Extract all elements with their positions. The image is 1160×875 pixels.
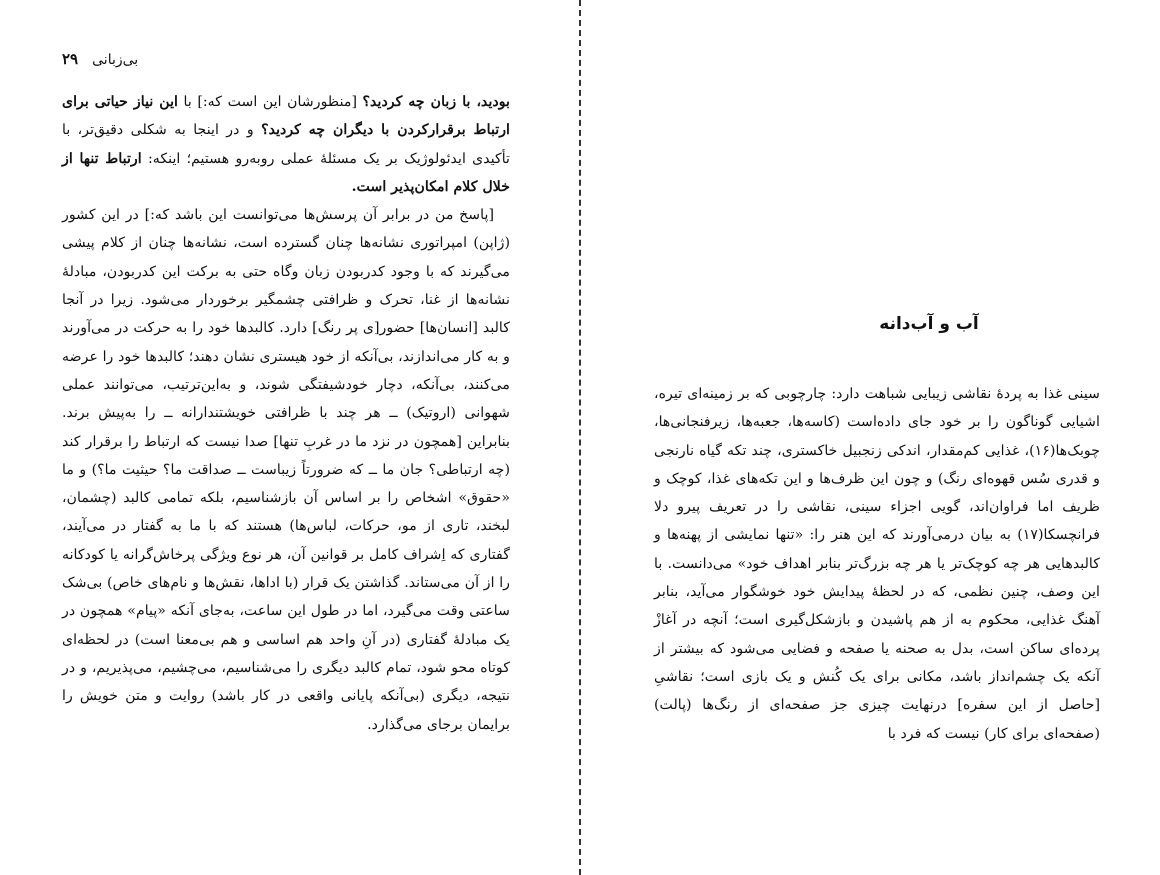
left-page-body xyxy=(62,88,510,739)
bold-phrase: این نیاز حیاتی برای ارتباط برقرارکردن با دیگران چه کردید؟ xyxy=(62,94,510,139)
paragraph-2: [پاسخ من در برابر آن پرسش‌ها می‌توانست این باشد که:] در این کشور (ژاپن) امپراتوری نشانه‌ها چنان گسترده است، نشانه‌ها چنان از کلام پیشی می‌گیرند که با وجود کدربودن زبان وگاه حتی به برکت این کدربودن، مبادلهٔ نشانه‌ها از غنا، تحرک و ظرافتی چشمگیر برخوردار می‌شود. زیرا در آنجا کالبد [انسان‌ها] حضور[ی پر رنگ] دارد. کالبدها خود را به حرکت در می‌آورند و به کار می‌اندازند، بی‌آنکه از خود هیستری نشان دهند؛ کالبدها خود را عرضه می‌کنند، بی‌آنکه، دچار خودشیفتگی شوند، و به‌این‌ترتیب، می‌توانند عملی شهوانی (اروتیک) ــ هر چند با ظرافتی خویشتندارانه ــ را به‌پیش برند. بنابراین [همچون در نزد ما در غربِ تنها] صدا نیست که ارتباط را برقرار کند (چه ارتباطی؟ جان ما ــ که ضرورتاً زیباست ــ صداقت ما؟ حیثیت ما؟) و ما «حقوق» اشخاص را بر اساس آن بازشناسیم، بلکه تمامی کالبد (چشمان، لبخند، تاری از مو، حرکات، لباس‌ها) هستند که با ما به گفتار در می‌آیند، گفتاری که اِشراف کامل بر قوانین آن، هر نوع ویژگی پرخاش‌گرانه یا کودکانه را از آن می‌ستاند. گذاشتن یک قرار (با اداها، نقش‌ها و نام‌های خاص) بی‌شک ساعتی وقت می‌گیرد، اما در طول این ساعت، به‌جای آنکه «پیام» همچون در یک مبادلهٔ گفتاری (در آنِ واحد هم اساسی و هم بی‌معنا است) در لحظه‌ای کوتاه محو شود، تمام کالبد دیگری را می‌شناسیم، می‌چشیم، می‌پذیریم، و در نتیجه، دیگری (بی‌آنکه پایانی واقعی در کار باشد) روایت و متن خویش را برایمان برجای می‌گذارد. xyxy=(62,207,510,733)
chapter-title-text: آب و آب‌دانه xyxy=(879,314,979,334)
paragraph-1: سینی غذا به پردهٔ نقاشی زیبایی شباهت دارد: چارچوبی که بر زمینه‌ای تیره، اشیایی گوناگون را بر خود جای داده‌است (کاسه‌ها، جعبه‌ها، زیرفنجانی‌ها، چوبک‌ها(۱۶)، غذایی کم‌مقدار، اندکی زنجبیل خاکستری، چند تکه گیاه نارنجی و قدری سُس قهوه‌ای رنگ) و چون این ظرف‌ها و این تکه‌های غذا، کوچک و ظریف اما فراوان‌اند، گویی اجزاء سینی، نقاشی را در تعریف پیرو دلا فرانچسکا(۱۷) به بیان درمی‌آورند که این هنر را: «تنها نمایشی از پهنه‌ها و کالبدهایی هر چه کوچک‌تر یا هر چه بزرگ‌تر بنابر اهداف خود» می‌دانست. با این وصف، چنین نظمی، که در لحظهٔ پیدایش خود خوشگوار می‌آید، بنابر آهنگ غذایی، محکوم به از هم پاشیدن و بازشکل‌گیری است؛ آنچه در آغازْ پرده‌ای ساکن است، بدل به صحنه یا صفحه و فضایی می‌شود که بیشتر از آنکه یک چشم‌انداز باشد، مکانی برای یک کُنش و یک بازی است؛ نقاشیِ [حاصل از این سفره] درنهایت چیزی جز صفحه‌ای از رنگ‌ها (پالت) (صفحه‌ای برای کار) نیست که فرد با xyxy=(654,386,1100,742)
running-head-title: بی‌زبانی xyxy=(92,52,139,68)
page-number: ۲۹ xyxy=(62,50,79,68)
chapter-title xyxy=(582,314,1160,334)
text-run: و در اینجا به شکلی دقیق‌تر، با تأکیدی ایدئولوژیک بر یک مسئلهٔ عملی روبه‌رو هستیم؛ اینکه: xyxy=(62,122,510,167)
right-page xyxy=(582,0,1160,875)
left-page xyxy=(0,0,579,875)
paragraph-1 xyxy=(62,88,510,201)
bold-phrase: ارتباط تنها از خلال کلام امکان‌پذیر است. xyxy=(62,150,510,195)
running-head xyxy=(62,50,138,68)
text-run: [منظورشان این است که:] با xyxy=(178,94,363,110)
bold-phrase: بودید، با زبان چه کردید؟ xyxy=(362,94,511,110)
right-page-body xyxy=(654,380,1100,748)
page-divider xyxy=(579,0,581,875)
